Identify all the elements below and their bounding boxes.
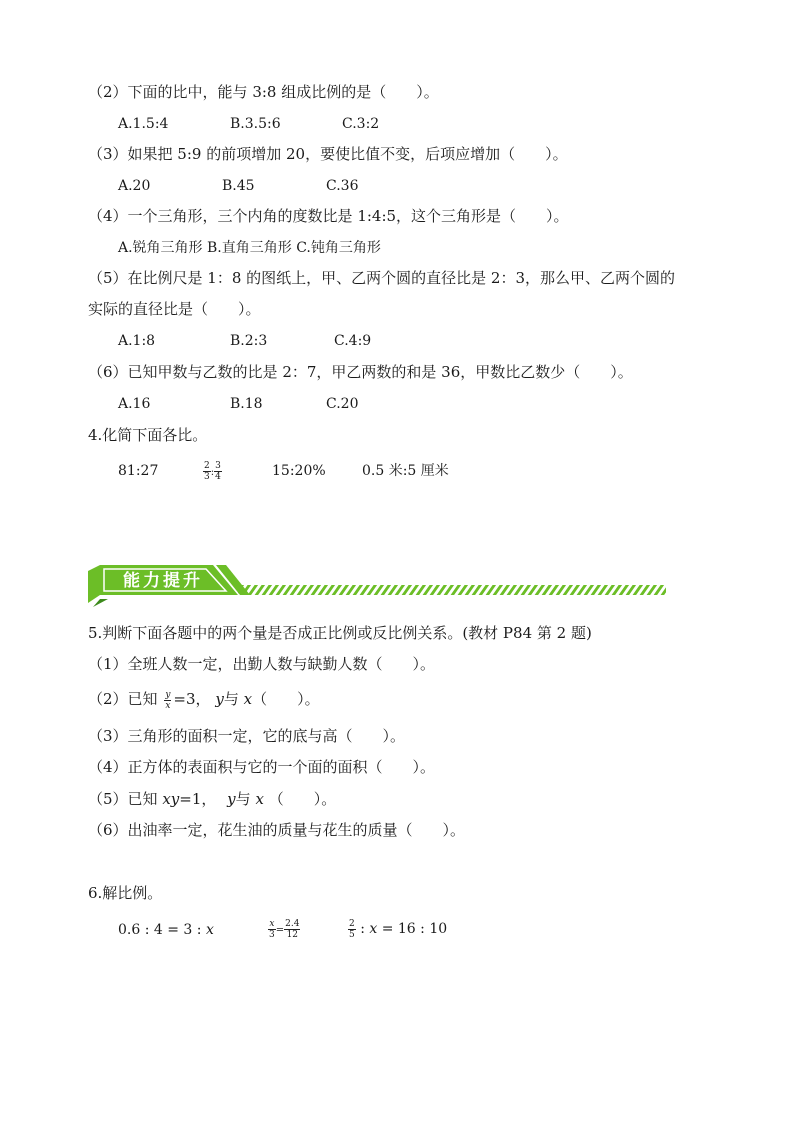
- q5-title: 5.判断下面各题中的两个量是否成正比例或反比例关系。(教材 P84 第 2 题): [88, 624, 592, 642]
- q5-part6: （6）出油率一定，花生油的质量与花生的质量（ ）。: [88, 821, 466, 839]
- q3-part5-option-b: B.2:3: [230, 333, 268, 349]
- answer-blank: （ ）。: [252, 690, 320, 708]
- q3-part2: （2）下面的比中，能与 3:8 组成比例的是（ ）。: [88, 83, 439, 101]
- q3-part2-option-c: C.3:2: [342, 116, 380, 132]
- banner-title: 能力提升: [123, 571, 203, 591]
- fraction: [348, 919, 356, 940]
- answer-blank: （ ）。: [268, 790, 337, 808]
- q3-part4-options: A.锐角三角形 B.直角三角形 C.钝角三角形: [118, 240, 381, 256]
- q3-part5-option-c: C.4:9: [334, 333, 372, 349]
- fraction: [284, 919, 300, 940]
- equation: =3，: [173, 690, 211, 708]
- q5-part2: [88, 689, 320, 711]
- denominator: 3: [269, 929, 275, 940]
- q3-part6-option-a: A.16: [118, 396, 151, 412]
- q5-part4: （4）正方体的表面积与它的一个面的面积（ ）。: [88, 758, 436, 776]
- variable-x: x: [243, 690, 253, 708]
- q4-item-1: 81:27: [118, 463, 159, 479]
- numerator: y: [165, 689, 171, 700]
- fraction: [164, 690, 171, 711]
- ratio-sign: :: [360, 921, 365, 937]
- q3-part6-option-c: C.20: [326, 396, 359, 412]
- variable-y: y: [215, 690, 224, 708]
- equation-right: = 16 : 10: [381, 921, 448, 937]
- numerator: 3: [215, 460, 221, 471]
- denominator: 12: [286, 929, 299, 940]
- equation: =1，: [179, 790, 217, 808]
- q5-part1: （1）全班人数一定，出勤人数与缺勤人数（ ）。: [88, 655, 436, 673]
- q6-title: 6.解比例。: [88, 884, 163, 902]
- conjunction: 与: [235, 790, 251, 808]
- q5-part5-prefix: （5）已知: [88, 790, 158, 808]
- fraction: [203, 461, 211, 482]
- q3-part5-line1: （5）在比例尺是 1：8 的图纸上，甲、乙两个圆的直径比是 2：3，那么甲、乙两个圆的: [88, 269, 676, 287]
- q6-equation-1: [118, 920, 214, 940]
- denominator: 4: [215, 471, 221, 482]
- equals-sign: =: [275, 925, 285, 936]
- fraction: [214, 461, 222, 482]
- q5-part5: [88, 789, 336, 809]
- variable-xy: xy: [162, 790, 180, 808]
- q4-item-2: [203, 456, 222, 488]
- variable-y: y: [227, 790, 236, 808]
- denominator: 3: [204, 471, 210, 482]
- conjunction: 与: [223, 690, 239, 708]
- equation-left: 0.6 : 4 = 3 :: [118, 922, 202, 938]
- section-banner: [88, 563, 668, 607]
- q4-title: 4.化简下面各比。: [88, 426, 208, 444]
- q5-part2-prefix: （2）已知: [88, 690, 158, 708]
- q6-equation-3: [348, 914, 447, 944]
- q3-part6-option-b: B.18: [230, 396, 263, 412]
- numerator: 2: [204, 460, 210, 471]
- numerator: x: [269, 918, 275, 929]
- q3-part4: （4）一个三角形，三个内角的度数比是 1:4:5，这个三角形是（ ）。: [88, 207, 569, 225]
- denominator: x: [165, 700, 171, 711]
- q6-equation-2: [268, 914, 300, 946]
- q3-part3-option-a: A.20: [118, 178, 151, 194]
- q4-item-3: 15:20%: [272, 463, 326, 479]
- numerator: 2.4: [285, 918, 300, 929]
- q3-part5-option-a: A.1:8: [118, 333, 156, 349]
- q4-item-4: 0.5 米:5 厘米: [362, 463, 449, 479]
- denominator: 5: [349, 929, 355, 940]
- variable-x: x: [369, 921, 378, 937]
- q3-part3: （3）如果把 5:9 的前项增加 20，要使比值不变，后项应增加（ ）。: [88, 145, 568, 163]
- q3-part2-option-b: B.3.5:6: [230, 116, 281, 132]
- ratio-sign: :: [210, 467, 215, 478]
- q3-part5-line2: 实际的直径比是（ ）。: [88, 300, 261, 318]
- q3-part3-option-b: B.45: [222, 178, 255, 194]
- q3-part3-option-c: C.36: [326, 178, 359, 194]
- fraction: [268, 919, 276, 940]
- variable-x: x: [205, 922, 214, 938]
- q3-part2-option-a: A.1.5:4: [118, 116, 169, 132]
- q5-part3: （3）三角形的面积一定，它的底与高（ ）。: [88, 727, 406, 745]
- q3-part6: （6）已知甲数与乙数的比是 2：7，甲乙两数的和是 36，甲数比乙数少（ ）。: [88, 363, 633, 381]
- variable-x: x: [255, 790, 264, 808]
- numerator: 2: [349, 918, 355, 929]
